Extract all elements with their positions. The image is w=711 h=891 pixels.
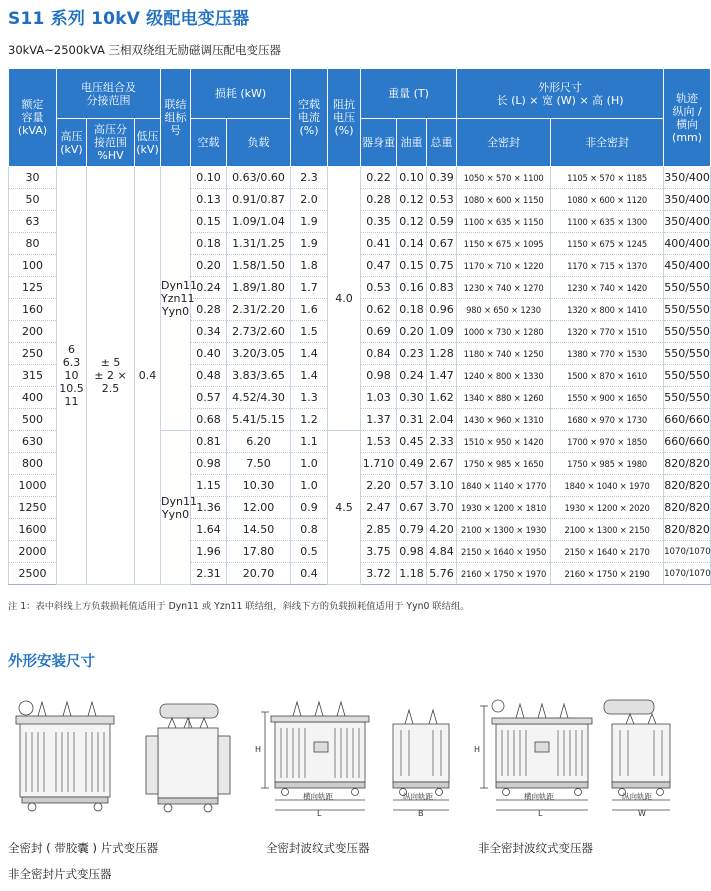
cell-sealed: 1510 × 950 × 1420 [457, 431, 551, 453]
cell-body: 0.62 [361, 299, 397, 321]
cell-sealed: 1150 × 675 × 1095 [457, 233, 551, 255]
cell-total: 0.75 [427, 255, 457, 277]
cell-non-sealed: 1320 × 800 × 1410 [551, 299, 664, 321]
cell-oil: 0.30 [397, 387, 427, 409]
cell-current: 0.9 [291, 497, 328, 519]
cell-vector-b-line: Dyn11 [161, 494, 197, 508]
cell-no-load: 0.10 [191, 167, 227, 189]
section-title: 外形安装尺寸 [8, 654, 95, 670]
cell-total: 4.20 [427, 519, 457, 541]
cell-total: 3.10 [427, 475, 457, 497]
cell-total: 0.83 [427, 277, 457, 299]
table-body [9, 167, 711, 585]
cell-tap-merged-line: ± 2 × 2.5 [94, 369, 127, 395]
dim-longitudinal-rail-label: 纵向轨距 [622, 792, 652, 801]
cell-oil: 0.31 [397, 409, 427, 431]
cell-body: 2.47 [361, 497, 397, 519]
cell-sealed: 1050 × 570 × 1100 [457, 167, 551, 189]
cell-capacity: 125 [9, 277, 57, 299]
cell-total: 0.39 [427, 167, 457, 189]
cell-non-sealed: 1105 × 570 × 1185 [551, 167, 664, 189]
th-hv: 高压 (kV) [57, 119, 87, 167]
cell-load: 2.31/2.20 [227, 299, 291, 321]
cell-non-sealed: 1150 × 675 × 1245 [551, 233, 664, 255]
cell-load: 3.20/3.05 [227, 343, 291, 365]
drawing-non-sealed-corrugated [472, 692, 692, 817]
cell-no-load: 0.18 [191, 233, 227, 255]
cell-no-load: 1.64 [191, 519, 227, 541]
cell-hv-merged-line: 10 [64, 369, 79, 382]
cell-current: 1.0 [291, 453, 328, 475]
cell-non-sealed: 1680 × 970 × 1730 [551, 409, 664, 431]
cell-total: 1.47 [427, 365, 457, 387]
table-note: 注 1：表中斜线上方负载损耗值适用于 Dyn11 或 Yzn11 联结组，斜线下方的负载损耗值适用于 Yyn0 联结组。 [8, 601, 470, 612]
cell-total: 1.62 [427, 387, 457, 409]
cell-oil: 0.14 [397, 233, 427, 255]
th-sealed: 全密封 [457, 119, 551, 167]
cell-capacity: 1250 [9, 497, 57, 519]
cell-non-sealed: 1840 × 1040 × 1970 [551, 475, 664, 497]
cell-rail: 450/400 [664, 255, 711, 277]
th-total-weight: 总重 [427, 119, 457, 167]
th-weight: 重量 (T) [361, 69, 457, 119]
cell-sealed: 2100 × 1300 × 1930 [457, 519, 551, 541]
cell-no-load: 0.57 [191, 387, 227, 409]
cell-body: 0.22 [361, 167, 397, 189]
cell-sealed: 1230 × 740 × 1270 [457, 277, 551, 299]
cell-rail: 550/550 [664, 299, 711, 321]
cell-current: 1.4 [291, 365, 328, 387]
cell-tap-merged-line: ± 5 [100, 356, 121, 369]
cell-total: 1.09 [427, 321, 457, 343]
cell-current: 1.0 [291, 475, 328, 497]
dim-b-label: B [418, 809, 424, 818]
cell-body: 0.47 [361, 255, 397, 277]
dim-w-label: W [638, 809, 646, 818]
cell-oil: 0.24 [397, 365, 427, 387]
cell-current: 1.9 [291, 211, 328, 233]
dim-longitudinal-rail-label: 纵向轨距 [403, 792, 433, 801]
cell-rail: 820/820 [664, 453, 711, 475]
cell-lv-merged [135, 167, 161, 585]
cell-total: 0.53 [427, 189, 457, 211]
cell-load: 6.20 [227, 431, 291, 453]
cell-sealed: 1080 × 600 × 1150 [457, 189, 551, 211]
cell-vector-a [161, 167, 197, 431]
cell-current: 1.3 [291, 387, 328, 409]
caption-sealed-fin-with-capsule: 全密封 ( 带胶囊 ) 片式变压器 [8, 841, 159, 855]
th-lv: 低压 (kV) [135, 119, 161, 167]
cell-sealed: 980 × 650 × 1230 [457, 299, 551, 321]
cell-oil: 0.15 [397, 255, 427, 277]
cell-oil: 0.49 [397, 453, 427, 475]
cell-lv-merged-line: 0.4 [138, 369, 157, 382]
cell-no-load: 2.31 [191, 563, 227, 585]
th-capacity: 额定 容量 (kVA) [9, 69, 57, 167]
cell-hv-merged-line: 6.3 [62, 356, 81, 369]
cell-body: 3.75 [361, 541, 397, 563]
cell-current: 2.3 [291, 167, 328, 189]
cell-non-sealed: 1750 × 985 × 1980 [551, 453, 664, 475]
cell-load: 2.73/2.60 [227, 321, 291, 343]
th-non-sealed: 非全密封 [551, 119, 664, 167]
cell-load: 0.91/0.87 [227, 189, 291, 211]
cell-total: 5.76 [427, 563, 457, 585]
cell-no-load: 0.15 [191, 211, 227, 233]
dim-h-label: H [255, 745, 262, 754]
dim-h-label: H [474, 745, 481, 754]
cell-current: 1.5 [291, 321, 328, 343]
cell-current: 2.0 [291, 189, 328, 211]
cell-current: 1.1 [291, 431, 328, 453]
cell-rail: 1070/1070 [664, 541, 711, 563]
cell-capacity: 30 [9, 167, 57, 189]
cell-load: 5.41/5.15 [227, 409, 291, 431]
page-title: S11 系列 10kV 级配电变压器 [8, 9, 250, 29]
th-no-load-current: 空载 电流 (%) [291, 69, 328, 167]
cell-rail: 660/660 [664, 409, 711, 431]
cell-capacity: 315 [9, 365, 57, 387]
cell-capacity: 80 [9, 233, 57, 255]
cell-load: 17.80 [227, 541, 291, 563]
th-dimensions: 外形尺寸 长 (L) × 宽 (W) × 高 (H) [457, 69, 664, 119]
cell-capacity: 2500 [9, 563, 57, 585]
cell-no-load: 0.98 [191, 453, 227, 475]
cell-hv-merged-line: 10.5 [59, 382, 84, 395]
cell-current: 0.4 [291, 563, 328, 585]
cell-rail: 350/400 [664, 211, 711, 233]
cell-current: 1.8 [291, 255, 328, 277]
cell-impedance-a-line: 4.0 [335, 292, 353, 305]
cell-oil: 1.18 [397, 563, 427, 585]
cell-rail: 550/550 [664, 387, 711, 409]
cell-non-sealed: 1320 × 770 × 1510 [551, 321, 664, 343]
th-oil-weight: 油重 [397, 119, 427, 167]
cell-hv-merged-line: 6 [68, 343, 75, 356]
cell-tap-merged [87, 167, 135, 585]
cell-rail: 820/820 [664, 497, 711, 519]
cell-hv-merged [57, 167, 87, 585]
th-body-weight: 器身重 [361, 119, 397, 167]
cell-current: 1.2 [291, 409, 328, 431]
cell-load: 10.30 [227, 475, 291, 497]
cell-body: 0.69 [361, 321, 397, 343]
cell-load: 3.83/3.65 [227, 365, 291, 387]
cell-oil: 0.57 [397, 475, 427, 497]
cell-impedance-b-line: 4.5 [335, 501, 353, 514]
cell-capacity: 250 [9, 343, 57, 365]
cell-load: 14.50 [227, 519, 291, 541]
cell-sealed: 1170 × 710 × 1220 [457, 255, 551, 277]
cell-capacity: 63 [9, 211, 57, 233]
cell-capacity: 800 [9, 453, 57, 475]
cell-total: 0.96 [427, 299, 457, 321]
cell-rail: 550/550 [664, 321, 711, 343]
cell-no-load: 1.36 [191, 497, 227, 519]
cell-body: 0.35 [361, 211, 397, 233]
cell-rail: 400/400 [664, 233, 711, 255]
cell-current: 0.5 [291, 541, 328, 563]
cell-load: 12.00 [227, 497, 291, 519]
cell-body: 1.37 [361, 409, 397, 431]
cell-no-load: 0.48 [191, 365, 227, 387]
cell-vector-b-line: Yyn0 [161, 507, 190, 521]
table-header-row-1 [9, 69, 711, 119]
cell-vector-a-line: Yyn0 [161, 305, 190, 318]
cell-total: 2.67 [427, 453, 457, 475]
cell-non-sealed: 1700 × 970 × 1850 [551, 431, 664, 453]
cell-non-sealed: 1380 × 770 × 1530 [551, 343, 664, 365]
cell-non-sealed: 1930 × 1200 × 2020 [551, 497, 664, 519]
cell-vector-a-line: Dyn11 [161, 279, 197, 292]
cell-oil: 0.23 [397, 343, 427, 365]
cell-body: 1.53 [361, 431, 397, 453]
cell-capacity: 2000 [9, 541, 57, 563]
cell-capacity: 400 [9, 387, 57, 409]
cell-oil: 0.67 [397, 497, 427, 519]
cell-no-load: 0.81 [191, 431, 227, 453]
cell-no-load: 0.20 [191, 255, 227, 277]
cell-current: 1.4 [291, 343, 328, 365]
cell-capacity: 50 [9, 189, 57, 211]
cell-total: 2.33 [427, 431, 457, 453]
caption-non-sealed-corrugated: 非全密封波纹式变压器 [478, 841, 593, 855]
cell-load: 20.70 [227, 563, 291, 585]
cell-rail: 350/400 [664, 167, 711, 189]
cell-sealed: 2150 × 1640 × 1950 [457, 541, 551, 563]
cell-vector-b [161, 431, 197, 585]
cell-body: 0.98 [361, 365, 397, 387]
cell-non-sealed: 1500 × 870 × 1610 [551, 365, 664, 387]
cell-oil: 0.79 [397, 519, 427, 541]
cell-body: 1.03 [361, 387, 397, 409]
cell-oil: 0.16 [397, 277, 427, 299]
caption-non-sealed-fin: 非全密封片式变压器 [8, 867, 112, 881]
th-load-loss: 负载 [227, 119, 291, 167]
cell-no-load: 1.15 [191, 475, 227, 497]
cell-no-load: 0.40 [191, 343, 227, 365]
cell-current: 1.9 [291, 233, 328, 255]
cell-impedance-b [328, 431, 361, 585]
cell-non-sealed: 2100 × 1300 × 2150 [551, 519, 664, 541]
cell-sealed: 1930 × 1200 × 1810 [457, 497, 551, 519]
dim-lateral-rail-label: 横向轨距 [524, 792, 554, 801]
cell-rail: 350/400 [664, 189, 711, 211]
cell-rail: 820/820 [664, 519, 711, 541]
drawing-sealed-corrugated [253, 692, 468, 817]
cell-capacity: 200 [9, 321, 57, 343]
cell-non-sealed: 1170 × 715 × 1370 [551, 255, 664, 277]
cell-body: 3.72 [361, 563, 397, 585]
cell-rail: 550/550 [664, 365, 711, 387]
cell-total: 2.04 [427, 409, 457, 431]
cell-no-load: 0.13 [191, 189, 227, 211]
cell-oil: 0.12 [397, 189, 427, 211]
cell-sealed: 1840 × 1140 × 1770 [457, 475, 551, 497]
th-voltage-group: 电压组合及 分接范围 [57, 69, 161, 119]
cell-body: 1.710 [361, 453, 397, 475]
cell-impedance-a [328, 167, 361, 431]
cell-non-sealed: 1230 × 740 × 1420 [551, 277, 664, 299]
cell-capacity: 630 [9, 431, 57, 453]
cell-no-load: 0.34 [191, 321, 227, 343]
cell-non-sealed: 1550 × 900 × 1650 [551, 387, 664, 409]
cell-body: 2.85 [361, 519, 397, 541]
cell-load: 1.89/1.80 [227, 277, 291, 299]
cell-total: 0.59 [427, 211, 457, 233]
cell-non-sealed: 1080 × 600 × 1120 [551, 189, 664, 211]
cell-total: 1.28 [427, 343, 457, 365]
page-subtitle: 30kVA~2500kVA 三相双绕组无励磁调压配电变压器 [8, 43, 282, 57]
th-rail: 轨迹 纵向 / 横向 (mm) [664, 69, 711, 167]
cell-rail: 660/660 [664, 431, 711, 453]
dim-l-label: L [317, 809, 322, 818]
cell-sealed: 1000 × 730 × 1280 [457, 321, 551, 343]
cell-rail: 550/550 [664, 343, 711, 365]
cell-vector-a-line: Yzn11 [161, 292, 195, 305]
cell-sealed: 1180 × 740 × 1250 [457, 343, 551, 365]
cell-sealed: 1340 × 880 × 1260 [457, 387, 551, 409]
cell-oil: 0.98 [397, 541, 427, 563]
cell-load: 7.50 [227, 453, 291, 475]
cell-rail: 1070/1070 [664, 563, 711, 585]
cell-body: 0.41 [361, 233, 397, 255]
th-vector-group: 联结 组标 号 [161, 69, 191, 167]
cell-sealed: 1100 × 635 × 1150 [457, 211, 551, 233]
th-tap-range: 高压分 接范围 %HV [87, 119, 135, 167]
cell-no-load: 0.68 [191, 409, 227, 431]
cell-load: 0.63/0.60 [227, 167, 291, 189]
cell-capacity: 100 [9, 255, 57, 277]
cell-load: 1.31/1.25 [227, 233, 291, 255]
caption-sealed-corrugated: 全密封波纹式变压器 [266, 841, 370, 855]
cell-capacity: 1000 [9, 475, 57, 497]
dim-l-label: L [538, 809, 543, 818]
cell-sealed: 2160 × 1750 × 1970 [457, 563, 551, 585]
th-loss: 损耗 (kW) [191, 69, 291, 119]
cell-body: 0.84 [361, 343, 397, 365]
cell-no-load: 0.28 [191, 299, 227, 321]
cell-capacity: 1600 [9, 519, 57, 541]
th-impedance: 阻抗 电压 (%) [328, 69, 361, 167]
cell-no-load: 0.24 [191, 277, 227, 299]
cell-load: 1.58/1.50 [227, 255, 291, 277]
cell-total: 0.67 [427, 233, 457, 255]
cell-rail: 550/550 [664, 277, 711, 299]
cell-current: 0.8 [291, 519, 328, 541]
cell-capacity: 500 [9, 409, 57, 431]
drawing-sealed-fin-with-capsule [8, 692, 248, 817]
cell-sealed: 1750 × 985 × 1650 [457, 453, 551, 475]
cell-body: 2.20 [361, 475, 397, 497]
cell-load: 1.09/1.04 [227, 211, 291, 233]
cell-non-sealed: 2160 × 1750 × 2190 [551, 563, 664, 585]
cell-body: 0.53 [361, 277, 397, 299]
cell-capacity: 160 [9, 299, 57, 321]
cell-no-load: 1.96 [191, 541, 227, 563]
cell-hv-merged-line: 11 [64, 395, 79, 408]
cell-total: 4.84 [427, 541, 457, 563]
dim-lateral-rail-label: 横向轨距 [303, 792, 333, 801]
cell-sealed: 1430 × 960 × 1310 [457, 409, 551, 431]
cell-non-sealed: 1100 × 635 × 1300 [551, 211, 664, 233]
cell-rail: 820/820 [664, 475, 711, 497]
cell-oil: 0.12 [397, 211, 427, 233]
cell-oil: 0.20 [397, 321, 427, 343]
cell-oil: 0.18 [397, 299, 427, 321]
cell-oil: 0.10 [397, 167, 427, 189]
cell-current: 1.7 [291, 277, 328, 299]
cell-current: 1.6 [291, 299, 328, 321]
cell-oil: 0.45 [397, 431, 427, 453]
table-row [9, 167, 711, 189]
spec-table [8, 68, 711, 585]
cell-sealed: 1240 × 800 × 1330 [457, 365, 551, 387]
th-no-load-loss: 空载 [191, 119, 227, 167]
cell-body: 0.28 [361, 189, 397, 211]
cell-total: 3.70 [427, 497, 457, 519]
cell-non-sealed: 2150 × 1640 × 2170 [551, 541, 664, 563]
cell-load: 4.52/4.30 [227, 387, 291, 409]
